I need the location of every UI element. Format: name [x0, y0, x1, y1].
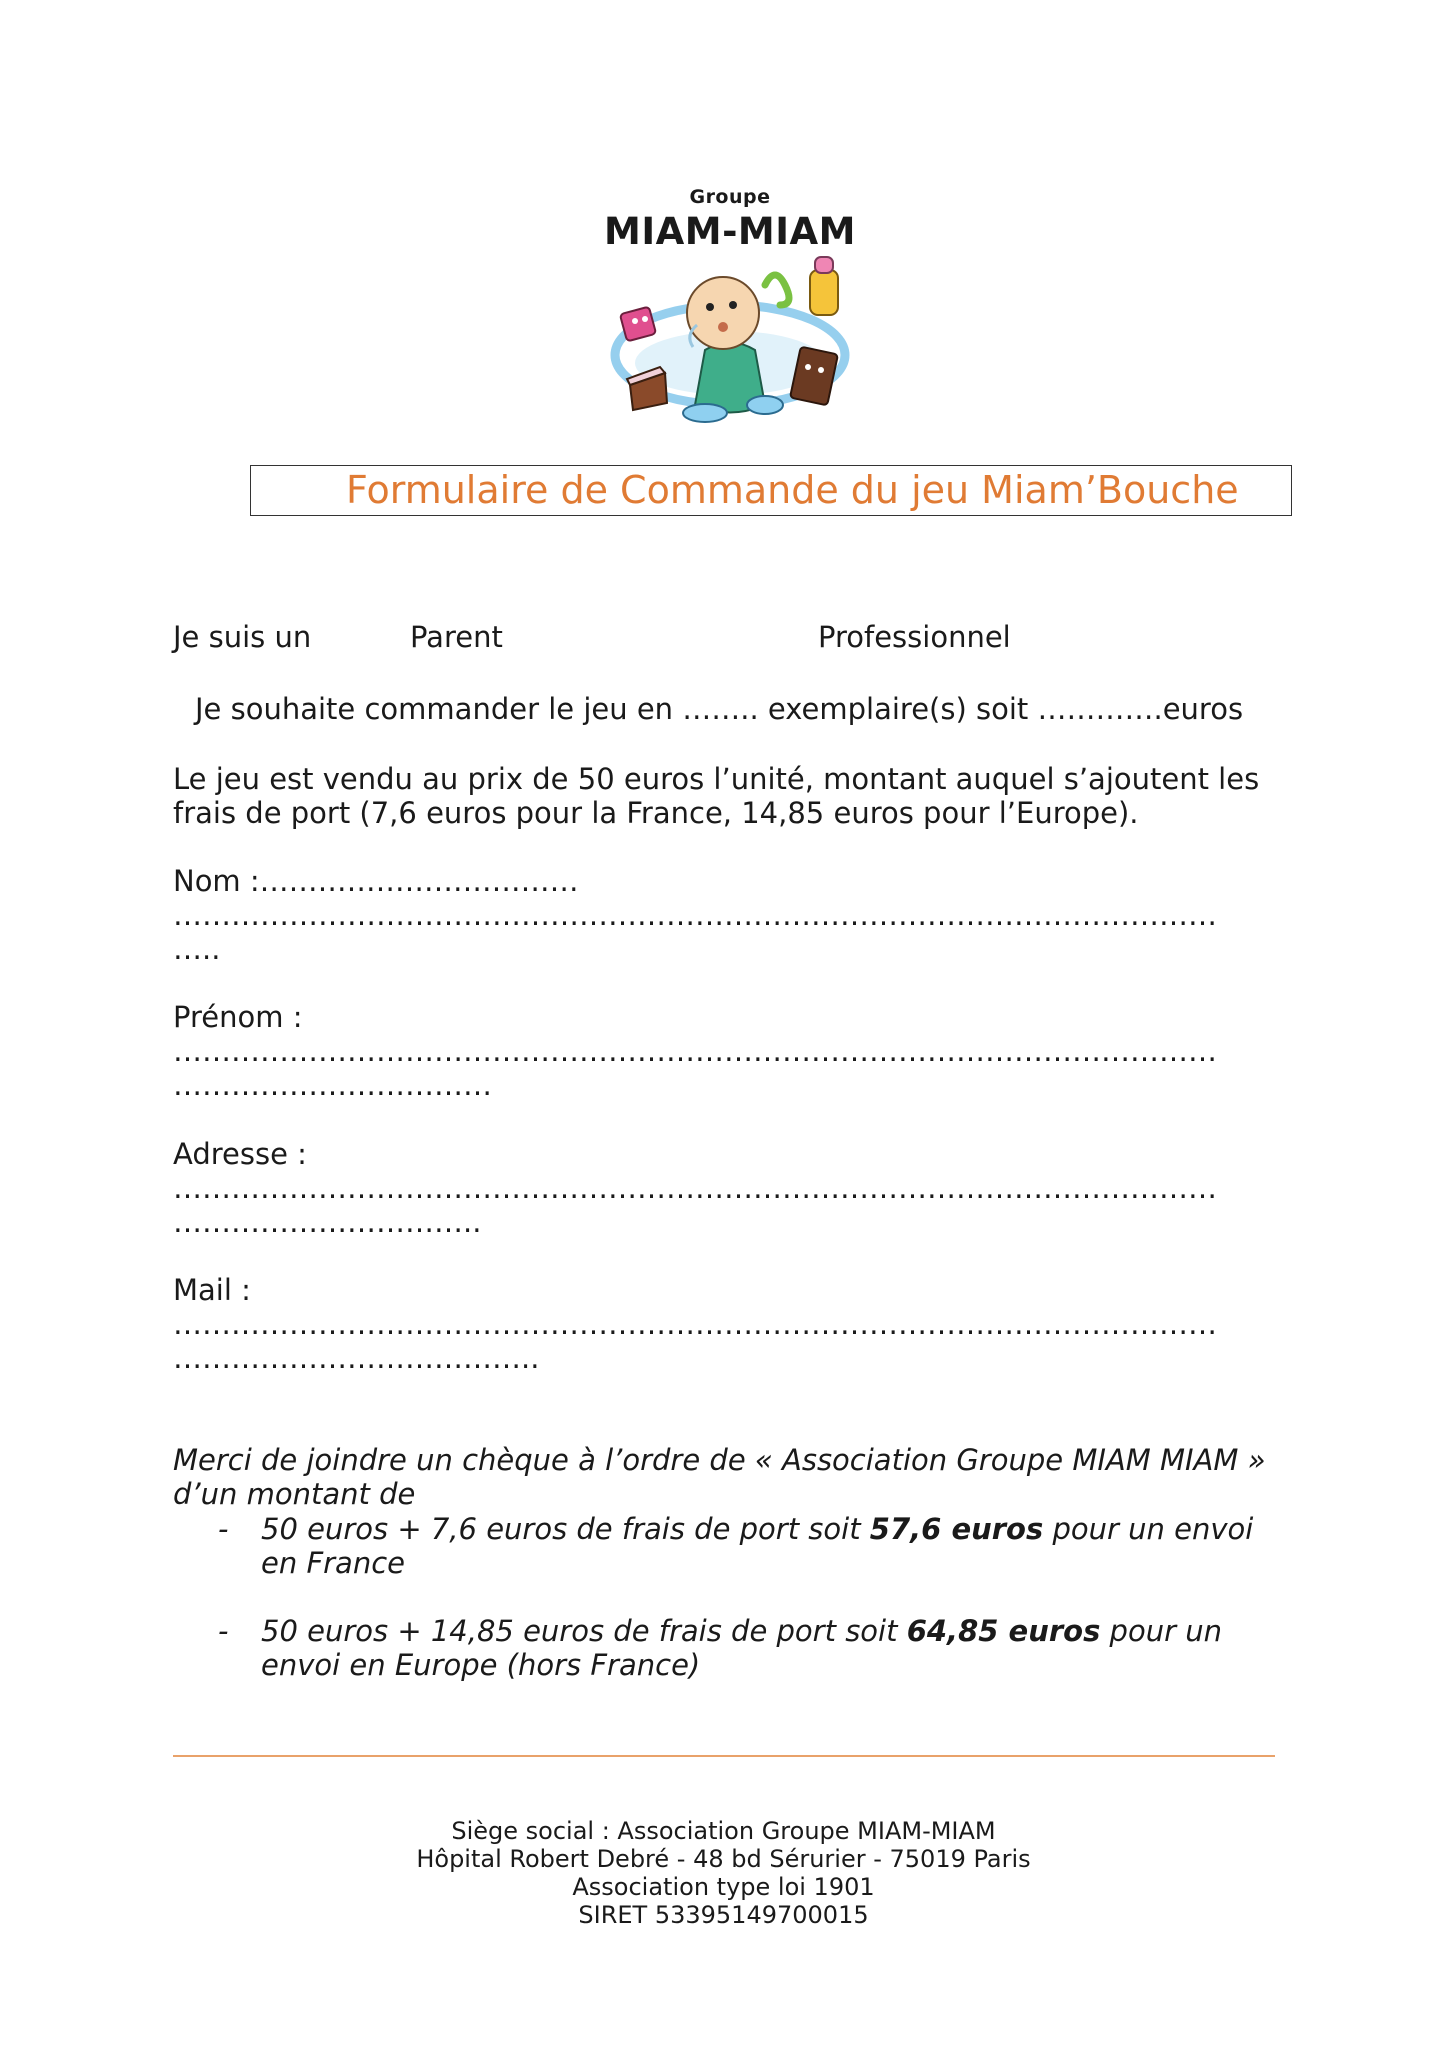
nom-dots-2[interactable]: …..	[173, 932, 221, 966]
bullet-marker-1: -	[218, 1512, 229, 1546]
prenom-dots-2[interactable]: ……………………………	[173, 1068, 492, 1102]
option-professionnel[interactable]: Professionnel	[818, 620, 1011, 654]
payment-item-2: 50 euros + 14,85 euros de frais de port soit 64,85 euros pour un	[261, 1614, 1222, 1648]
adresse-dots-2[interactable]: …………………………..	[173, 1205, 482, 1239]
payment-item-2-amount: 64,85 euros	[906, 1614, 1101, 1648]
logo	[585, 180, 875, 430]
footer-separator	[173, 1755, 1275, 1757]
payment-item-1: 50 euros + 7,6 euros de frais de port soit 57,6 euros pour un envoi	[261, 1512, 1254, 1546]
je-suis-label: Je suis un	[173, 620, 312, 654]
prenom-label: Prénom :	[173, 1000, 303, 1034]
prix-line-2: frais de port (7,6 euros pour la France, 14,85 euros pour l’Europe).	[173, 796, 1139, 830]
mail-dots-2[interactable]: ………………………………..	[173, 1341, 540, 1375]
payment-intro-line-1: Merci de joindre un chèque à l’ordre de « Association Groupe MIAM MIAM »	[173, 1443, 1266, 1477]
mail-label: Mail :	[173, 1273, 251, 1307]
option-parent[interactable]: Parent	[410, 620, 503, 654]
footer-line-3: Association type loi 1901	[572, 1873, 875, 1901]
title-box	[250, 465, 1292, 516]
footer-line-1: Siège social : Association Groupe MIAM-MIAM	[451, 1817, 996, 1845]
nom-field[interactable]: Nom :……………………………	[173, 864, 579, 898]
footer-line-4: SIRET 53395149700015	[578, 1901, 869, 1929]
bullet-marker-2: -	[218, 1614, 229, 1648]
payment-item-1-amount: 57,6 euros	[869, 1512, 1044, 1546]
prix-line-1: Le jeu est vendu au prix de 50 euros l’unité, montant auquel s’ajoutent les	[173, 762, 1260, 796]
payment-item-1-line-2: en France	[261, 1546, 405, 1580]
mail-dots-1[interactable]: ………………………………………………………………………………………………	[173, 1307, 1217, 1341]
nom-dots-1[interactable]: ………………………………………………………………………………………………	[173, 898, 1217, 932]
payment-item-2-line-2: envoi en Europe (hors France)	[261, 1648, 701, 1682]
page-title: Formulaire de Commande du jeu Miam’Bouche	[346, 468, 1239, 512]
adresse-dots-1[interactable]: ………………………………………………………………………………………………	[173, 1171, 1217, 1205]
prenom-dots-1[interactable]: ………………………………………………………………………………………………	[173, 1034, 1217, 1068]
baby-with-candies-illustration-icon	[605, 255, 855, 430]
commande-line[interactable]: Je souhaite commander le jeu en …….. exemplaire(s) soit ………….euros	[195, 692, 1244, 726]
adresse-label: Adresse :	[173, 1137, 307, 1171]
logo-big-text: MIAM-MIAM	[604, 210, 856, 253]
payment-intro-line-2: d’un montant de	[173, 1477, 416, 1511]
footer-line-2: Hôpital Robert Debré - 48 bd Sérurier - 75019 Paris	[416, 1845, 1031, 1873]
logo-small-text: Groupe	[689, 186, 771, 208]
